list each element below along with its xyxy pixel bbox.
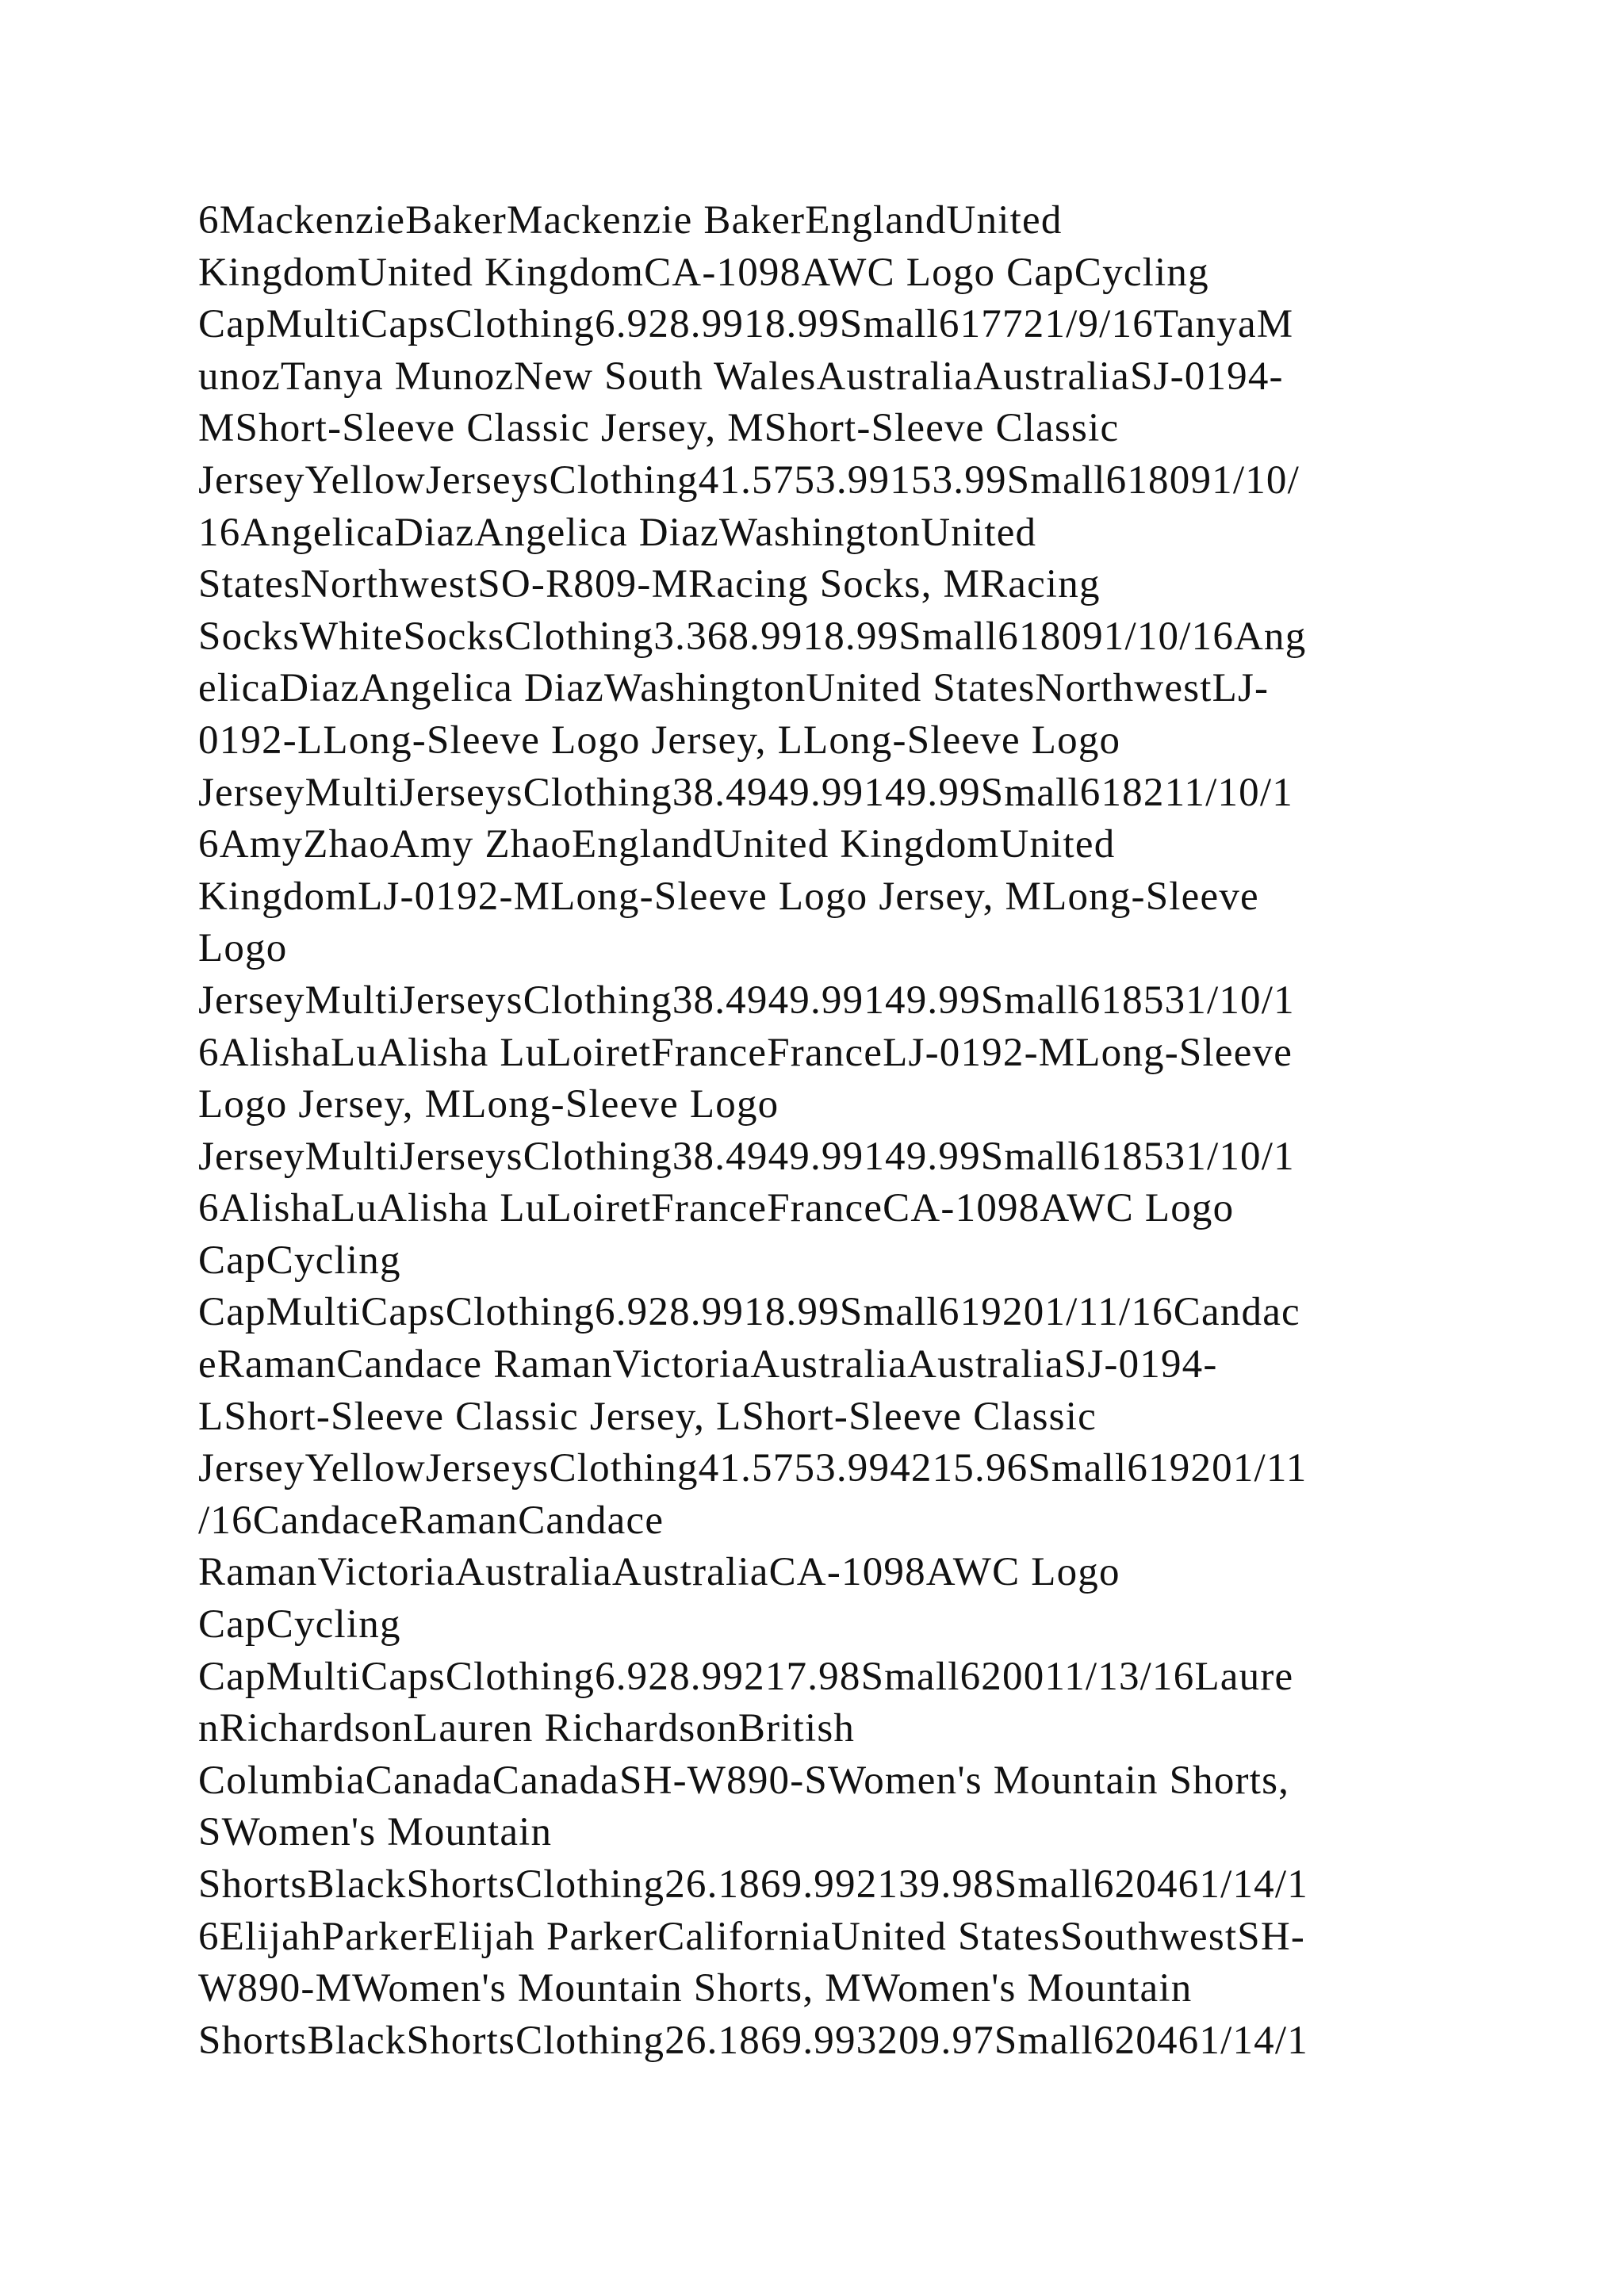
text-line: 0192-LLong-Sleeve Logo Jersey, LLong-Sleeve Logo [198,718,1121,763]
text-line: elicaDiazAngelica DiazWashingtonUnited StatesNorthwestLJ- [198,666,1270,711]
text-line: nRichardsonLauren RichardsonBritish [198,1706,856,1751]
text-line: JerseyMultiJerseysClothing38.4949.99149.99Small618531/10/1 [198,978,1295,1023]
text-line: CapMultiCapsClothing6.928.9918.99Small619201/11/16Candac [198,1290,1300,1335]
text-line: 6ElijahParkerElijah ParkerCaliforniaUnited StatesSouthwestSH- [198,1914,1306,1959]
text-line: CapCycling [198,1602,401,1647]
text-line: W890-MWomen's Mountain Shorts, MWomen's Mountain [198,1966,1193,2011]
text-line: Logo Jersey, MLong-Sleeve Logo [198,1082,779,1127]
text-line: JerseyMultiJerseysClothing38.4949.99149.99Small618531/10/1 [198,1134,1295,1179]
text-line: CapMultiCapsClothing6.928.9918.99Small617721/9/16TanyaM [198,302,1294,347]
text-line: RamanVictoriaAustraliaAustraliaCA-1098AWC Logo [198,1550,1120,1595]
text-line: ShortsBlackShortsClothing26.1869.992139.98Small620461/14/1 [198,1862,1308,1907]
text-line: MShort-Sleeve Classic Jersey, MShort-Sleeve Classic [198,406,1120,451]
text-line: SWomen's Mountain [198,1810,553,1855]
text-line: CapMultiCapsClothing6.928.99217.98Small620011/13/16Laure [198,1654,1294,1699]
text-line: KingdomLJ-0192-MLong-Sleeve Logo Jersey, MLong-Sleeve [198,874,1259,919]
text-line: CapCycling [198,1238,401,1283]
text-line: ColumbiaCanadaCanadaSH-W890-SWomen's Mountain Shorts, [198,1758,1290,1803]
text-line: LShort-Sleeve Classic Jersey, LShort-Sleeve Classic [198,1394,1097,1439]
text-line: unozTanya MunozNew South WalesAustraliaAustraliaSJ-0194- [198,354,1284,399]
text-line: KingdomUnited KingdomCA-1098AWC Logo CapCycling [198,250,1209,295]
text-line: StatesNorthwestSO-R809-MRacing Socks, MRacing [198,562,1101,607]
text-line: 6AmyZhaoAmy ZhaoEnglandUnited KingdomUnited [198,822,1116,867]
document-body-text [198,195,1435,2067]
text-line: ShortsBlackShortsClothing26.1869.993209.97Small620461/14/1 [198,2018,1308,2063]
text-line: 6AlishaLuAlisha LuLoiretFranceFranceCA-1098AWC Logo [198,1186,1235,1231]
text-line: SocksWhiteSocksClothing3.368.9918.99Small618091/10/16Ang [198,614,1307,659]
text-line: 16AngelicaDiazAngelica DiazWashingtonUnited [198,510,1037,555]
text-line: JerseyMultiJerseysClothing38.4949.99149.99Small618211/10/1 [198,770,1293,815]
text-line: 6AlishaLuAlisha LuLoiretFranceFranceLJ-0192-MLong-Sleeve [198,1030,1293,1075]
text-line: /16CandaceRamanCandace [198,1498,665,1543]
text-line: Logo [198,926,288,971]
text-line: JerseyYellowJerseysClothing41.5753.99153.99Small618091/10/ [198,457,1300,503]
text-line: 6MackenzieBakerMackenzie BakerEnglandUnited [198,198,1063,243]
text-line: JerseyYellowJerseysClothing41.5753.994215.96Small619201/11 [198,1446,1308,1491]
text-line: eRamanCandace RamanVictoriaAustraliaAustraliaSJ-0194- [198,1342,1218,1387]
